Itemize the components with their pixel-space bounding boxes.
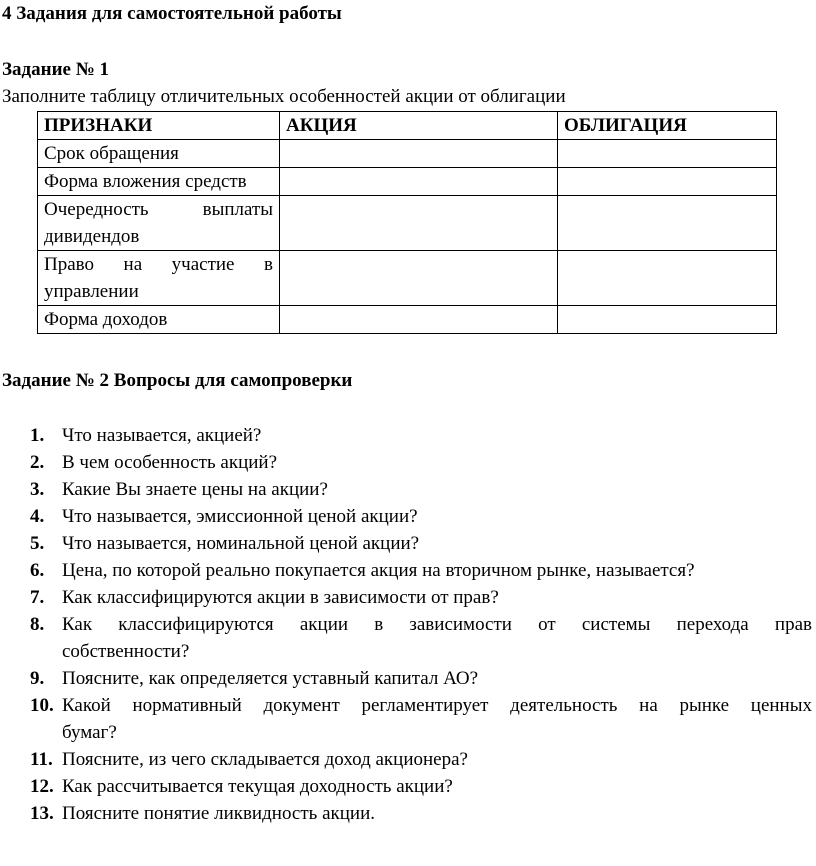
table-header-row (38, 112, 777, 140)
list-item (0, 503, 816, 530)
bond-cell[interactable] (558, 168, 777, 196)
bond-cell[interactable] (558, 306, 777, 334)
bond-cell[interactable] (558, 196, 777, 251)
list-item (0, 746, 816, 773)
bond-cell[interactable] (558, 140, 777, 168)
question-text-line1: Какой нормативный документ регламентирует деятельность на рынке ценных (62, 695, 812, 716)
list-item (0, 557, 816, 584)
question-number: 12. (30, 776, 54, 797)
list-item (0, 773, 816, 800)
table-row (38, 251, 777, 306)
question-number: 8. (30, 614, 45, 635)
question-number: 4. (30, 506, 45, 527)
share-cell[interactable] (280, 196, 558, 251)
question-text: Поясните, из чего складывается доход акционера? (62, 749, 468, 770)
row-label-line2: управлении (44, 281, 139, 302)
row-label-line2: дивидендов (44, 226, 140, 247)
comparison-table (37, 111, 777, 334)
share-cell[interactable] (280, 251, 558, 306)
task2-title: Задание № 2 Вопросы для самопроверки (2, 370, 353, 391)
task1-title: Задание № 1 (2, 59, 110, 80)
share-cell[interactable] (280, 306, 558, 334)
row-label-line1: Форма доходов (44, 309, 168, 330)
share-cell[interactable] (280, 140, 558, 168)
table-row (38, 168, 777, 196)
table-row (38, 140, 777, 168)
question-text: Что называется, акцией? (62, 425, 262, 446)
question-number: 6. (30, 560, 45, 581)
list-item (0, 530, 816, 557)
question-text: Как рассчитывается текущая доходность акции? (62, 776, 453, 797)
question-text: Что называется, эмиссионной ценой акции? (62, 506, 418, 527)
question-number: 13. (30, 803, 54, 824)
question-number: 1. (30, 425, 45, 446)
question-text (62, 611, 812, 665)
bond-cell[interactable] (558, 251, 777, 306)
table-row (38, 196, 777, 251)
question-text: Цена, по которой реально покупается акция на вторичном рынке, называется? (62, 560, 695, 581)
row-label (38, 168, 280, 196)
header-share: АКЦИЯ (280, 112, 558, 140)
question-number: 10. (30, 695, 54, 716)
row-label (38, 140, 280, 168)
question-number: 11. (30, 749, 53, 770)
question-number: 9. (30, 668, 45, 689)
row-label-line1: Очередность выплаты (44, 199, 273, 220)
question-text: Поясните понятие ликвидность акции. (62, 803, 375, 824)
question-text: Как классифицируются акции в зависимости от прав? (62, 587, 499, 608)
question-text: Поясните, как определяется уставный капитал АО? (62, 668, 479, 689)
question-text (62, 692, 812, 746)
list-item (0, 665, 816, 692)
row-label-line1: Форма вложения средств (44, 171, 247, 192)
question-text: В чем особенность акций? (62, 452, 278, 473)
list-item (0, 584, 816, 611)
task1-instruction: Заполните таблицу отличительных особенностей акции от облигации (2, 86, 566, 107)
question-number: 3. (30, 479, 45, 500)
row-label-line1: Срок обращения (44, 143, 179, 164)
row-label (38, 196, 280, 251)
list-item (0, 449, 816, 476)
row-label (38, 251, 280, 306)
list-item (0, 422, 816, 449)
question-text-line2: бумаг? (62, 722, 117, 743)
header-bond: ОБЛИГАЦИЯ (558, 112, 777, 140)
header-signs: ПРИЗНАКИ (38, 112, 280, 140)
question-number: 5. (30, 533, 45, 554)
list-item (0, 476, 816, 503)
share-cell[interactable] (280, 168, 558, 196)
row-label-line1: Право на участие в (44, 254, 273, 275)
question-number: 7. (30, 587, 45, 608)
table-row (38, 306, 777, 334)
question-number: 2. (30, 452, 45, 473)
list-item (0, 692, 816, 746)
question-text: Какие Вы знаете цены на акции? (62, 479, 328, 500)
question-text-line1: Как классифицируются акции в зависимости от системы перехода прав (62, 614, 812, 635)
questions-list (0, 422, 816, 827)
list-item (0, 611, 816, 665)
row-label (38, 306, 280, 334)
list-item (0, 800, 816, 827)
section-title: 4 Задания для самостоятельной работы (2, 3, 342, 24)
question-text-line2: собственности? (62, 641, 190, 662)
question-text: Что называется, номинальной ценой акции? (62, 533, 420, 554)
